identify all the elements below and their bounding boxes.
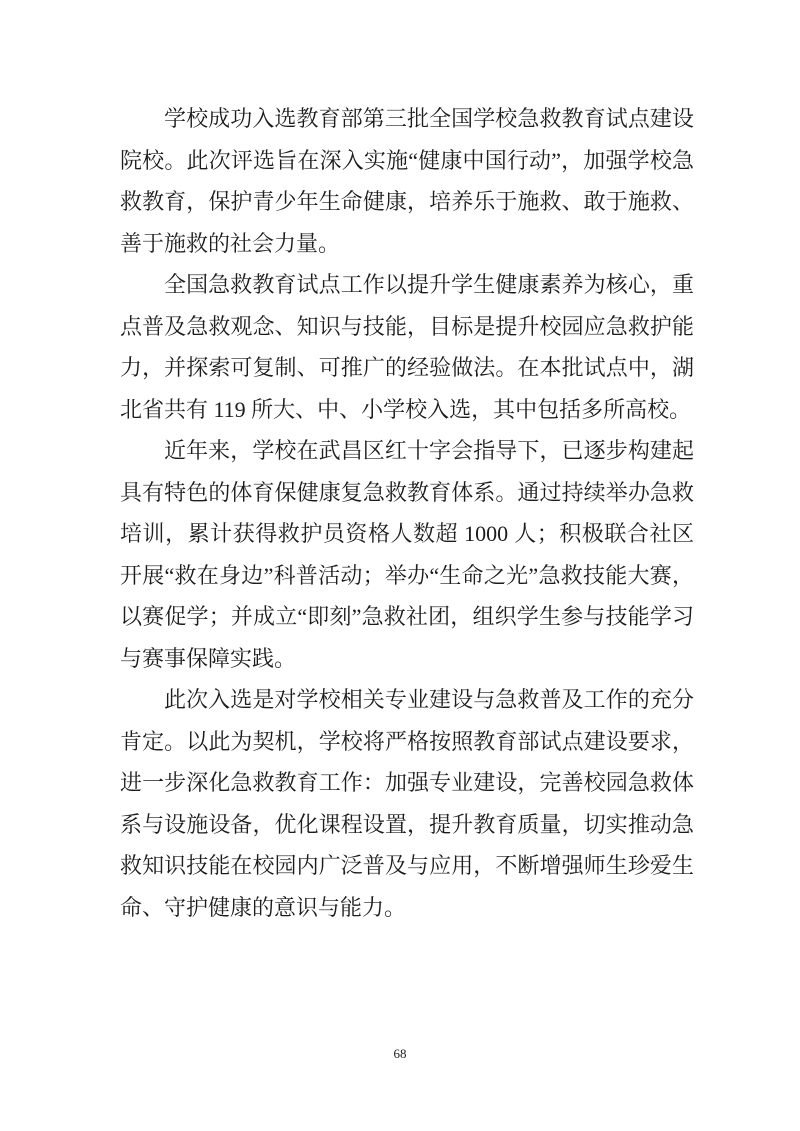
body-paragraph: 学校成功入选教育部第三批全国学校急救教育试点建设院校。此次评选旨在深入实施“健康中国行动”，加强学校急救教育，保护青少年生命健康，培养乐于施救、敢于施救、善于施救的社会力量。 <box>120 106 694 256</box>
body-paragraph: 全国急救教育试点工作以提升学生健康素养为核心，重点普及急救观念、知识与技能，目标是提升校园应急救护能力，并探索可复制、可推广的经验做法。在本批试点中，湖北省共有 119 所大、中、小学校入选，其中包括多所高校。 <box>120 272 694 422</box>
page-number: 68 <box>393 1046 407 1061</box>
document-body <box>120 98 694 928</box>
body-paragraph: 近年来，学校在武昌区红十字会指导下，已逐步构建起具有特色的体育保健康复急救教育体系。通过持续举办急救培训，累计获得救护员资格人数超 1000 人；积极联合社区开展“救在身边”科普活动；举办“生命之光”急救技能大赛，以赛促学；并成立“即刻”急救社团，组织学生参与技能学习与赛事保障实践。 <box>120 438 694 671</box>
body-paragraph: 此次入选是对学校相关专业建设与急救普及工作的充分肯定。以此为契机，学校将严格按照教育部试点建设要求，进一步深化急救教育工作：加强专业建设，完善校园急救体系与设施设备，优化课程设置，提升教育质量，切实推动急救知识技能在校园内广泛普及与应用，不断增强师生珍爱生命、守护健康的意识与能力。 <box>120 687 694 920</box>
